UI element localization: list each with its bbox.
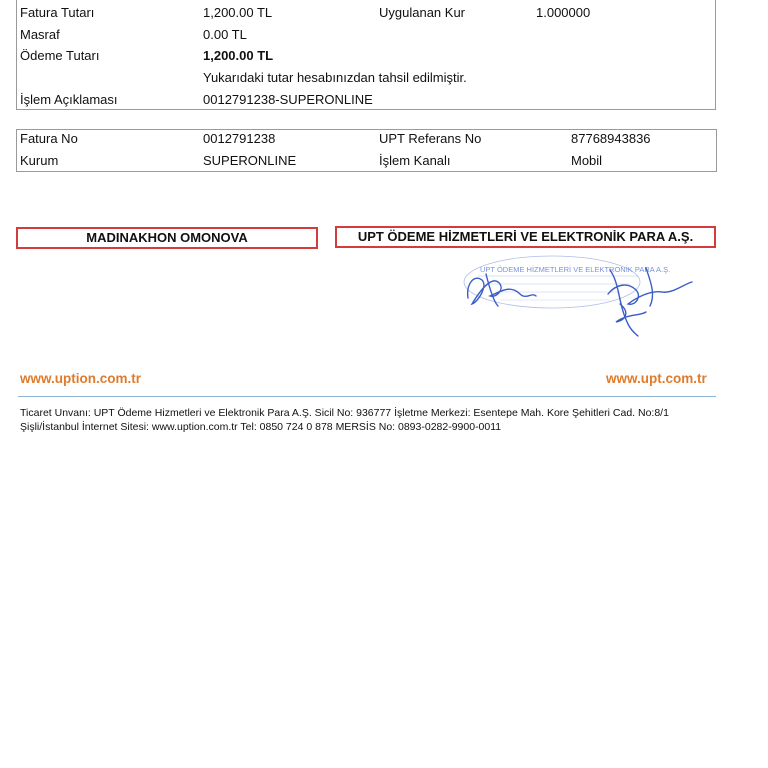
transaction-description-label: İşlem Açıklaması bbox=[20, 92, 118, 107]
fee-value: 0.00 TL bbox=[203, 27, 247, 42]
invoice-amount-label: Fatura Tutarı bbox=[20, 5, 95, 20]
paid-amount-label: Ödeme Tutarı bbox=[20, 48, 100, 63]
upt-reference-value: 87768943836 bbox=[571, 131, 651, 146]
transaction-channel-value: Mobil bbox=[571, 153, 603, 168]
footer-url-right[interactable]: www.upt.com.tr bbox=[606, 371, 707, 386]
upt-reference-label: UPT Referans No bbox=[379, 131, 482, 146]
company-name-box: UPT ÖDEME HİZMETLERİ VE ELEKTRONİK PARA A.Ş. bbox=[335, 226, 716, 248]
footer-url-left[interactable]: www.uption.com.tr bbox=[20, 371, 141, 386]
organization-label: Kurum bbox=[20, 153, 59, 168]
footer-legal-line-2: Şişli/İstanbul İnternet Sitesi: www.uption.com.tr Tel: 0850 724 0 878 MERSİS No: 0893-0282-9900-0011 bbox=[20, 421, 502, 433]
collected-note: Yukarıdaki tutar hesabınızdan tahsil edilmiştir. bbox=[203, 70, 467, 85]
paid-amount-value: 1,200.00 TL bbox=[203, 48, 274, 63]
invoice-no-label: Fatura No bbox=[20, 131, 78, 146]
invoice-amount-value: 1,200.00 TL bbox=[203, 5, 273, 20]
transaction-description-value: 0012791238-SUPERONLINE bbox=[203, 92, 373, 107]
footer-legal-line-1: Ticaret Unvanı: UPT Ödeme Hizmetleri ve Elektronik Para A.Ş. Sicil No: 936777 İşletme Merkezi: Esentepe Mah. Kore Şehitleri Cad. No:8/1 bbox=[20, 407, 669, 419]
rate-label: Uygulanan Kur bbox=[379, 5, 465, 20]
fee-label: Masraf bbox=[20, 27, 60, 42]
company-stamp bbox=[460, 254, 700, 344]
footer-divider bbox=[18, 396, 716, 397]
rate-value: 1.000000 bbox=[536, 5, 591, 20]
transaction-channel-label: İşlem Kanalı bbox=[379, 153, 451, 168]
organization-value: SUPERONLINE bbox=[203, 153, 297, 168]
customer-name-box: MADINAKHON OMONOVA bbox=[16, 227, 318, 249]
invoice-no-value: 0012791238 bbox=[203, 131, 276, 146]
stamp-text: UPT ÖDEME HİZMETLERİ VE ELEKTRONİK PARA A.Ş. bbox=[480, 265, 671, 274]
